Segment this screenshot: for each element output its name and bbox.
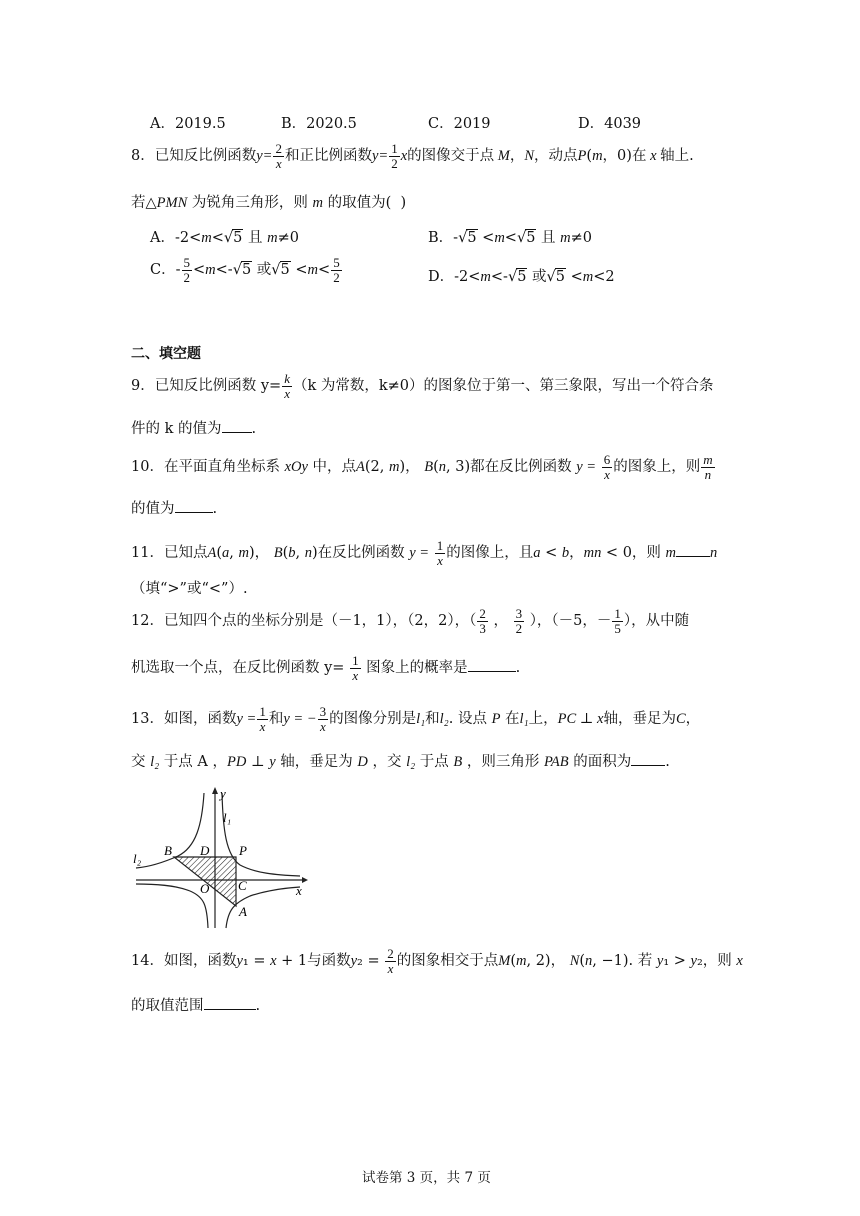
q9-line2: 件的 k 的值为 . xyxy=(131,421,257,437)
q9-answer-blank[interactable] xyxy=(222,420,252,433)
x-axis-arrow xyxy=(302,877,308,883)
q10-line2: 的值为 . xyxy=(131,501,218,517)
label-x: x xyxy=(296,883,302,898)
q8-text: 和正比例函数 xyxy=(284,148,372,165)
q8-line2: 若△PMN 为锐角三角形，则 m 的取值为( ) xyxy=(131,195,407,211)
q12-answer-blank[interactable] xyxy=(468,659,516,672)
q11-line1: 11．已知点A(a, m)， B(b, n)在反比例函数 y = $\frac{1}{x}$ 的图像上，且a < b，mn < 0，则 m n xyxy=(131,538,718,568)
q9-line1: 9．已知反比例函数 y= $\frac{k}{x}$ （k 为常数，k≠0）的图象位于第一、第三象限，写出一个符合条 xyxy=(131,371,714,401)
q7-option-c: C．2019 xyxy=(428,116,491,132)
q13-answer-blank[interactable] xyxy=(631,753,665,766)
q8-line1: 8．已知反比例函数y= $\frac{2}{x}$ 和正比例函数y= $\frac{1}{2}$ x的图像交于点 M，N，动点P(m，0)在 x 轴上. xyxy=(131,141,694,171)
q10-line1: 10．在平面直角坐标系 xOy 中，点A(2, m)， B(n, 3)都在反比例函数 y = $\frac{6}{x}$ 的图象上，则 $\frac{m}{n}$ xyxy=(131,452,713,482)
label-p: P xyxy=(239,843,247,858)
label-o: O xyxy=(200,881,210,896)
q7-option-b: B．2020.5 xyxy=(281,116,357,132)
q13-figure xyxy=(130,785,310,930)
q7-option-a: A．2019.5 xyxy=(150,116,226,132)
q14-answer-blank[interactable] xyxy=(204,997,256,1010)
y-axis-arrow xyxy=(212,787,218,794)
label-a: A xyxy=(239,904,247,919)
q13-line1: 13．如图，函数y = $\frac{1}{x}$ 和y = − $\frac{3}{x}$ 的图像分别是l₁和l₂. 设点 P 在l₁上，PC ⊥ x轴，垂足为C， xyxy=(131,704,701,734)
q8-intro: 8．已知反比例函数 xyxy=(131,148,257,165)
q11-answer-blank[interactable] xyxy=(676,544,710,557)
label-d: D xyxy=(200,843,210,858)
q14-line1: 14．如图，函数y₁ = x + 1与函数y₂ = $\frac{2}{x}$ 的图象相交于点M(m, 2)， N(n, −1). 若 y₁ > y₂，则 x xyxy=(131,946,743,976)
section-title: 二、填空题 xyxy=(131,346,201,362)
q8-y: y= xyxy=(256,148,273,165)
label-b: B xyxy=(164,843,172,858)
curve-l1-q3 xyxy=(136,884,208,928)
q12-line1: 12．已知四个点的坐标分别是（－1，1），（2，2），（ $\frac{2}{3}$ ， $\frac{3}{2}$ ），（－5，－ $\frac{1}{5}$ ），从中随 xyxy=(131,606,690,636)
page-footer: 试卷第 3 页，共 7 页 xyxy=(362,1170,491,1186)
q13-line2: 交 l₂ 于点 A ，PD ⊥ y 轴，垂足为 D ，交 l₂ 于点 B ，则三角形 PAB 的面积为 . xyxy=(131,754,670,770)
q8-option-c: C．- $\frac{5}{2}$ <m<-√5 或√5 <m< $\frac{5}{2}$ xyxy=(150,255,340,285)
q11-line2: （填“>”或“<”）. xyxy=(131,581,248,597)
label-l2: l₂ xyxy=(133,851,142,866)
curve-l2-q4 xyxy=(226,887,300,928)
q14-line2: 的取值范围 . xyxy=(131,998,261,1014)
label-y: y xyxy=(220,786,226,801)
q8-option-d: D．-2<m<-√5 或√5 <m<2 xyxy=(428,269,615,285)
q12-line2: 机选取一个点，在反比例函数 y= $\frac{1}{x}$ 图象上的概率是 . xyxy=(131,653,521,683)
q8-option-b: B．-√5 <m<√5 且 m≠0 xyxy=(428,230,593,246)
q8-fraction-2: $\frac{1}{2}$ xyxy=(391,141,398,171)
q8-option-a: A．-2<m<√5 且 m≠0 xyxy=(150,230,299,246)
label-l1: l₁ xyxy=(223,810,232,825)
label-c: C xyxy=(238,878,247,893)
q10-answer-blank[interactable] xyxy=(175,500,213,513)
q7-option-d: D．4039 xyxy=(578,116,642,132)
q8-fraction-1: $\frac{2}{x}$ xyxy=(275,141,282,171)
